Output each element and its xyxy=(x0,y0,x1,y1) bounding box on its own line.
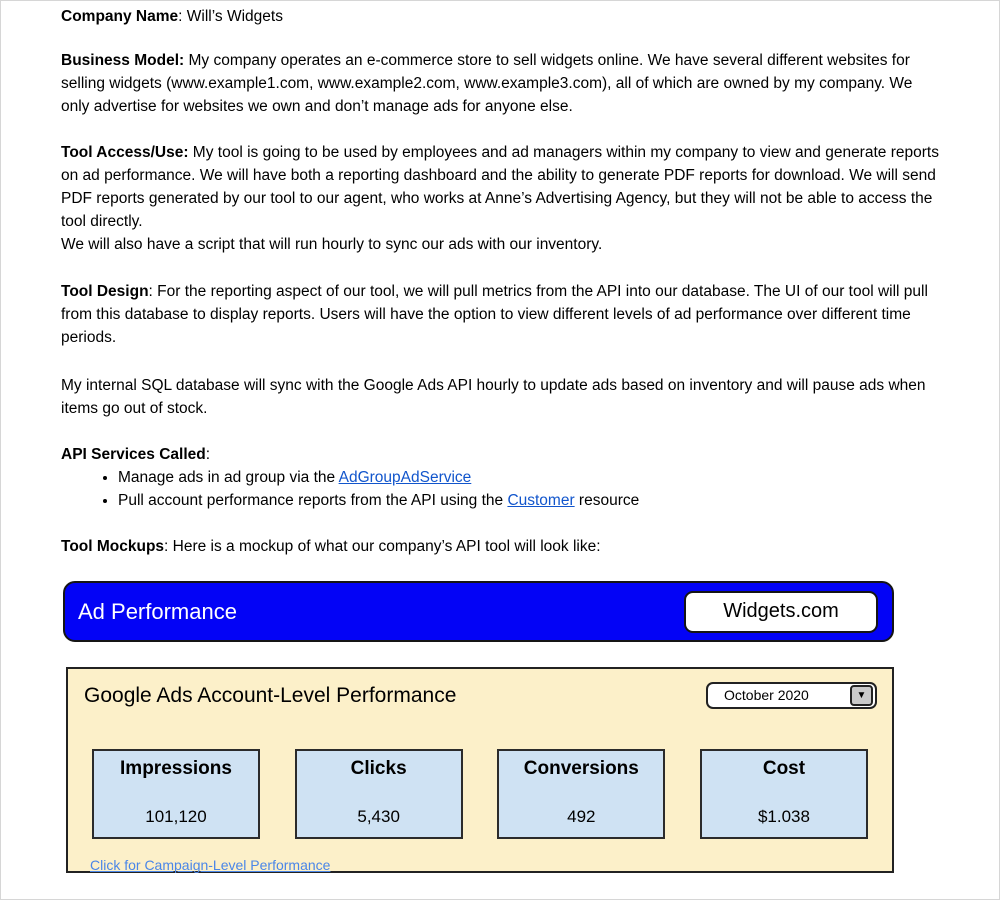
metric-cards-row xyxy=(92,749,868,839)
metric-card-cost xyxy=(700,749,868,839)
account-performance-panel xyxy=(66,667,894,873)
company-name-value: : Will’s Widgets xyxy=(178,8,283,25)
tool-access-line2: We will also have a script that will run hourly to sync our ads with our inventory. xyxy=(61,236,603,253)
metric-label: Clicks xyxy=(350,758,407,779)
api-services-label: API Services Called xyxy=(61,446,206,463)
metric-card-clicks xyxy=(295,749,463,839)
metric-card-impressions xyxy=(92,749,260,839)
tool-design-text: : For the reporting aspect of our tool, we will pull metrics from the API into our database. The UI of our tool will pull from this database to display reports. Users will have the option to view different levels of ad performance over different time periods. xyxy=(61,283,928,346)
paragraph-tool-access xyxy=(61,141,939,256)
tool-mockups-label: Tool Mockups xyxy=(61,538,165,555)
metric-value: $1.038 xyxy=(757,807,810,826)
campaign-level-link[interactable]: Click for Campaign-Level Performance xyxy=(90,857,331,873)
paragraph-business-model xyxy=(61,49,939,118)
list-item xyxy=(118,466,939,489)
dropdown-arrow-button[interactable] xyxy=(850,685,873,706)
mockup-header-banner xyxy=(63,581,894,642)
bullet-2-suffix: resource xyxy=(574,492,640,509)
panel-header xyxy=(68,669,892,709)
metric-value: 101,120 xyxy=(145,807,207,826)
api-services-list xyxy=(61,466,939,512)
widgets-com-button[interactable]: Widgets.com xyxy=(684,591,878,633)
chevron-down-icon: ▼ xyxy=(856,689,867,701)
metric-value: 5,430 xyxy=(357,807,400,826)
tool-access-text: My tool is going to be used by employees and ad managers within my company to view and generate reports on ad performance. We will have both a reporting dashboard and the ability to generate PDF reports for download. We will send PDF reports generated by our tool to our agent, who works at Anne’s Advertising Agency, but they will not be able to access the tool directly. xyxy=(61,144,939,230)
company-name-label: Company Name xyxy=(61,8,179,25)
customer-link[interactable]: Customer xyxy=(507,492,575,509)
metric-label: Impressions xyxy=(120,758,232,779)
paragraph-tool-design xyxy=(61,280,939,349)
document-content xyxy=(1,1,999,873)
metric-value: 492 xyxy=(567,807,596,826)
paragraph-sql-sync xyxy=(61,374,939,420)
business-model-text: My company operates an e-commerce store to sell widgets online. We have several different websites for selling widgets (www.example1.com, www.example2.com, www.example3.com), all of which are owned by my company. We only advertise for websites we own and don’t manage ads for anyone else. xyxy=(61,52,913,115)
api-services-colon: : xyxy=(205,446,211,463)
tool-design-label: Tool Design xyxy=(61,283,149,300)
paragraph-tool-mockups xyxy=(61,535,939,558)
bullet-2-text: Pull account performance reports from the API using the xyxy=(118,492,508,509)
business-model-label: Business Model: xyxy=(61,52,185,69)
tool-mockups-text: : Here is a mockup of what our company’s API tool will look like: xyxy=(164,538,601,555)
metric-label: Cost xyxy=(762,758,806,779)
bullet-1-text: Manage ads in ad group via the xyxy=(118,469,339,486)
metric-card-conversions xyxy=(497,749,665,839)
paragraph-api-services xyxy=(61,443,939,466)
list-item xyxy=(118,489,939,512)
month-dropdown[interactable] xyxy=(706,682,877,709)
month-dropdown-value: October 2020 xyxy=(724,687,809,703)
paragraph-company-name xyxy=(61,5,939,28)
metric-label: Conversions xyxy=(523,758,639,779)
sql-sync-text: My internal SQL database will sync with the Google Ads API hourly to update ads based on inventory and will pause ads when items go out of stock. xyxy=(61,377,926,417)
mockup-app-title: Ad Performance xyxy=(78,599,237,624)
adgroupadservice-link[interactable]: AdGroupAdService xyxy=(338,469,472,486)
panel-title: Google Ads Account-Level Performance xyxy=(84,684,457,707)
tool-access-label: Tool Access/Use: xyxy=(61,144,189,161)
